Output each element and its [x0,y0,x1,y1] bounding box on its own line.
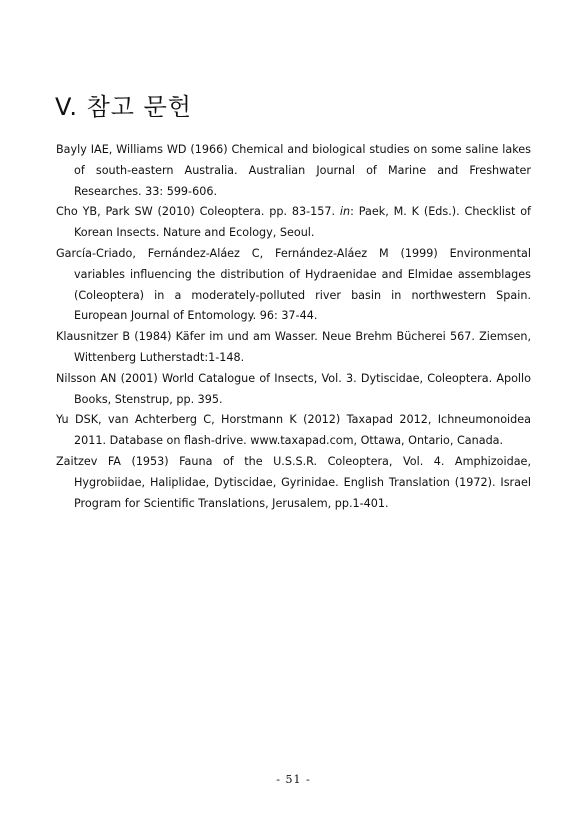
section-heading: V. 참고 문헌 [55,93,192,121]
reference-item: Zaitzev FA (1953) Fauna of the U.S.S.R. Coleoptera, Vol. 4. Amphizoidae, Hygrobiidae, Haliplidae, Dytiscidae, Gyrinidae. English Translation (1972). Israel Program for Scientific Translations, Jerusalem, pp.1-401. [56,454,531,510]
reference-item: Yu DSK, van Achterberg C, Horstmann K (2012) Taxapad 2012, Ichneumonoidea 2011. Database on flash-drive. www.taxapad.com, Ottawa, Ontario, Canada. [56,413,531,448]
page-number: - 51 - [276,773,311,786]
reference-italic: in [339,205,351,219]
reference-item [56,202,531,244]
reference-item: Bayly IAE, Williams WD (1966) Chemical and biological studies on some saline lakes of south-eastern Australia. Australian Journal of Marine and Freshwater Researches. 33: 599-606. [56,143,531,198]
reference-tail: : Paek, M. K (Eds.). Checklist of Korean Insects. Nature and Ecology, Seoul. [74,205,531,240]
reference-item: García-Criado, Fernández-Aláez C, Fernández-Aláez M (1999) Environmental variables influencing the distribution of Hydraenidae and Elmidae assemblages (Coleoptera) in a moderately-polluted river basin in northwestern Spain. European Journal of Entomology. 96: 37-44. [56,246,531,323]
reference-item: Nilsson AN (2001) World Catalogue of Insects, Vol. 3. Dytiscidae, Coleoptera. Apollo Books, Stenstrup, pp. 395. [56,371,531,406]
reference-item: Klausnitzer B (1984) Käfer im und am Wasser. Neue Brehm Bücherei 567. Ziemsen, Wittenberg Lutherstadt:1-148. [56,330,531,364]
reference-lead: Cho YB, Park SW (2010) Coleoptera. pp. 83-157. [56,205,340,219]
reference-list [56,140,531,514]
